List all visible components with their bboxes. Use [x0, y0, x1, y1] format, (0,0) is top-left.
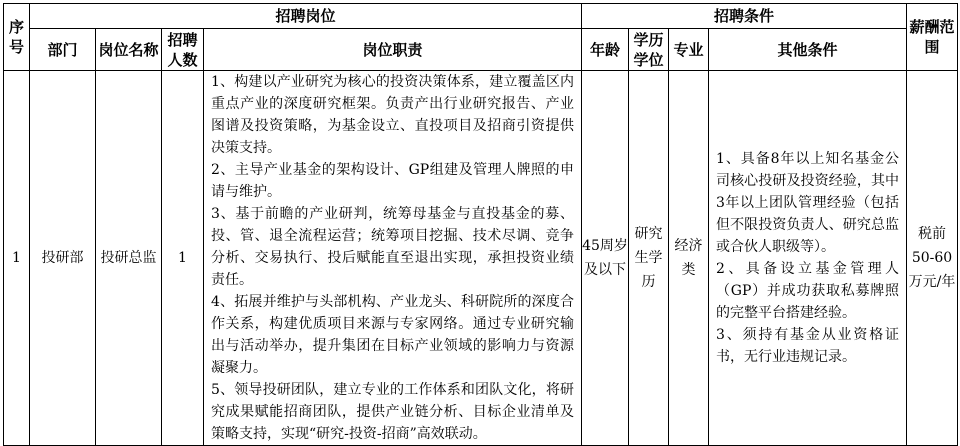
condition-item: 2、具备设立基金管理人（GP）并成功获取私募牌照的完整平台搭建经验。 [716, 261, 900, 321]
cell-age: 45周岁及以下 [582, 71, 629, 446]
header-recruit-position-group: 招聘岗位 [30, 4, 582, 29]
header-headcount: 招聘人数 [162, 29, 204, 71]
cell-seq: 1 [4, 71, 30, 446]
header-department: 部门 [30, 29, 96, 71]
header-duties: 岗位职责 [204, 29, 582, 71]
cell-education: 研究生学历 [629, 71, 669, 446]
cell-other-conditions [709, 71, 907, 446]
condition-item: 3、须持有基金从业资格证书，无行业违规记录。 [716, 327, 900, 365]
table-row [4, 71, 958, 446]
cell-department: 投研部 [30, 71, 96, 446]
duty-item: 3、基于前瞻的产业研判，统筹母基金与直投基金的募、投、管、退全流程运营；统筹项目挖掘、技术尽调、竞争分析、交易执行、投后赋能直至退出实现，承担投资业绩责任。 [211, 206, 575, 288]
cell-headcount: 1 [162, 71, 204, 446]
header-age: 年龄 [582, 29, 629, 71]
duty-item: 2、主导产业基金的架构设计、GP组建及管理人牌照的申请与维护。 [211, 162, 575, 200]
cell-major: 经济类 [669, 71, 709, 446]
header-other-conditions: 其他条件 [709, 29, 907, 71]
header-major: 专业 [669, 29, 709, 71]
duty-item: 5、领导投研团队，建立专业的工作体系和团队文化，将研究成果赋能招商团队，提供产业链分析、目标企业清单及策略支持，实现“研究-投资-招商”高效联动。 [211, 382, 575, 442]
duty-item: 1、构建以产业研究为核心的投资决策体系，建立覆盖区内重点产业的深度研究框架。负责产出行业研究报告、产业图谱及投资策略，为基金设立、直投项目及招商引资提供决策支持。 [211, 74, 575, 156]
header-recruit-conditions-group: 招聘条件 [582, 4, 907, 29]
duty-item: 4、拓展并维护与头部机构、产业龙头、科研院所的深度合作关系，构建优质项目来源与专家网络。通过专业研究输出与活动举办，提升集团在目标产业领域的影响力与资源凝聚力。 [211, 294, 575, 376]
header-salary-range: 薪酬范围 [907, 4, 958, 71]
cell-position-name: 投研总监 [96, 71, 162, 446]
cell-salary: 税前50-60万元/年 [907, 71, 958, 446]
header-seq: 序号 [4, 4, 30, 71]
header-position-name: 岗位名称 [96, 29, 162, 71]
condition-item: 1、具备8年以上知名基金公司核心投研及投资经验，其中3年以上团队管理经验（包括但不限投资负责人、研究总监或合伙人职级等）。 [716, 151, 900, 255]
header-education: 学历学位 [629, 29, 669, 71]
recruitment-table [3, 3, 958, 446]
cell-duties [204, 71, 582, 446]
